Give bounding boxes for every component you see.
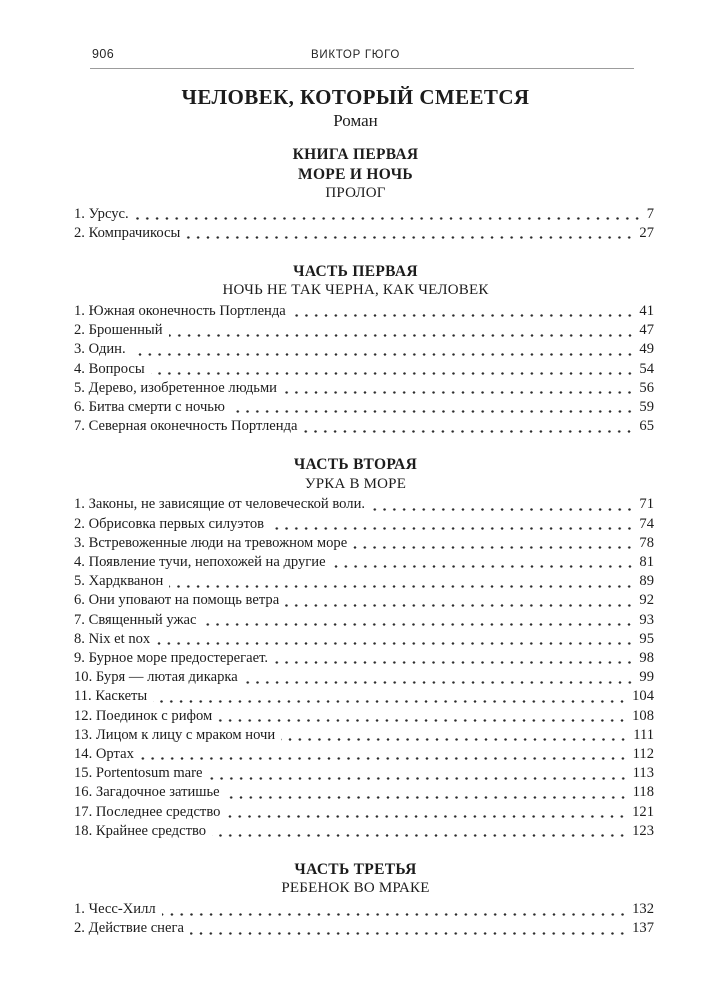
toc-entry <box>0 495 711 514</box>
dot-leader <box>169 321 636 340</box>
toc-entry <box>0 398 711 417</box>
dot-leader <box>283 379 635 398</box>
toc-entry <box>0 572 711 591</box>
toc-entry <box>0 687 711 706</box>
book-heading-line1: КНИГА ПЕРВАЯ <box>292 146 419 163</box>
toc-entries <box>0 205 711 243</box>
toc-entry-label: 8. Nix et nox <box>74 630 151 647</box>
toc-section-part-one <box>0 262 711 436</box>
toc-entry-label: 1. Чесс-Хилл <box>74 900 156 917</box>
dot-leader <box>162 900 628 919</box>
running-header <box>90 47 634 69</box>
section-heading: ЧАСТЬ ВТОРАЯ <box>293 456 418 474</box>
toc-entry <box>0 417 711 436</box>
toc-entry <box>0 224 711 243</box>
running-head-author: ВИКТОР ГЮГО <box>310 49 401 61</box>
dot-leader <box>202 611 635 630</box>
dot-leader <box>135 205 643 224</box>
toc-entry <box>0 668 711 687</box>
toc-entry <box>0 321 711 340</box>
section-subheading: УРКА В МОРЕ <box>304 475 407 492</box>
toc-entry-label: 6. Битва смерти с ночью <box>74 398 225 415</box>
section-subheading: НОЧЬ НЕ ТАК ЧЕРНА, КАК ЧЕЛОВЕК <box>222 282 489 299</box>
dot-leader <box>218 707 628 726</box>
toc-entry-label: 5. Дерево, изобретенное людьми <box>74 379 277 396</box>
toc-entry-label: 7. Северная оконечность Портленда <box>74 418 298 435</box>
toc-entry-page: 49 <box>639 341 654 358</box>
toc-entry-label: 11. Каскеты <box>74 688 148 705</box>
dot-leader <box>274 649 635 668</box>
toc-entry <box>0 783 711 802</box>
toc-entry <box>0 302 711 321</box>
toc-entry-label: 2. Обрисовка первых силуэтов <box>74 515 265 532</box>
dot-leader <box>303 417 635 436</box>
toc-entry-page: 104 <box>632 688 654 705</box>
toc-entry-page: 108 <box>632 707 654 724</box>
dot-leader <box>190 919 628 938</box>
dot-leader <box>281 726 629 745</box>
toc-entry-page: 98 <box>639 649 654 666</box>
toc-entry-label: 9. Бурное море предостерегает. <box>74 649 269 666</box>
toc-entry-label: 3. Встревоженные люди на тревожном море <box>74 534 348 551</box>
dot-leader <box>209 764 629 783</box>
toc-entry-page: 71 <box>639 496 654 513</box>
section-subheading: РЕБЕНОК ВО МРАКЕ <box>281 880 430 897</box>
toc-entry-page: 59 <box>639 398 654 415</box>
folio-page-number: 906 <box>92 47 115 61</box>
toc-entry-label: 10. Буря — лютая дикарка <box>74 669 238 686</box>
toc-entry-page: 54 <box>639 360 654 377</box>
toc-entry-label: 6. Они уповают на помощь ветра <box>74 592 280 609</box>
dot-leader <box>244 668 636 687</box>
toc-entry-page: 99 <box>639 669 654 686</box>
toc-entry-label: 7. Священный ужас <box>74 611 197 628</box>
toc-entry-label: 2. Действие снега <box>74 920 184 937</box>
toc-entries <box>0 495 711 841</box>
toc-entry <box>0 803 711 822</box>
toc-entry <box>0 726 711 745</box>
dot-leader <box>226 783 629 802</box>
dot-leader <box>270 515 635 534</box>
dot-leader <box>153 687 628 706</box>
toc-entry-page: 111 <box>633 726 654 743</box>
toc-entry-page: 121 <box>632 803 654 820</box>
toc-entry <box>0 205 711 224</box>
dot-leader <box>186 224 635 243</box>
toc-entry-label: 5. Хардкванон <box>74 573 164 590</box>
toc-entry <box>0 340 711 359</box>
toc-entry <box>0 900 711 919</box>
toc-entry-page: 113 <box>632 765 654 782</box>
dot-leader <box>140 745 629 764</box>
dot-leader <box>231 398 636 417</box>
dot-leader <box>332 553 636 572</box>
book-heading-line2: МОРЕ И НОЧЬ <box>298 165 413 183</box>
book-subtitle: Роман <box>333 111 378 130</box>
dot-leader <box>132 340 636 359</box>
toc-entry-label: 1. Законы, не зависящие от человеческой воли. <box>74 496 366 513</box>
toc-entry-label: 3. Один. <box>74 341 126 358</box>
toc-entry-label: 15. Portentosum mare <box>74 765 203 782</box>
toc-entry <box>0 822 711 841</box>
toc-entries <box>0 302 711 436</box>
toc-entry-page: 93 <box>639 611 654 628</box>
book-heading <box>0 145 711 184</box>
toc-entry-label: 2. Брошенный <box>74 322 163 339</box>
toc-entry-page: 92 <box>639 592 654 609</box>
toc-entry-page: 74 <box>639 515 654 532</box>
section-heading: ЧАСТЬ ПЕРВАЯ <box>293 262 418 280</box>
dot-leader <box>226 803 628 822</box>
toc-entry-label: 18. Крайнее средство <box>74 822 207 839</box>
toc-entry <box>0 591 711 610</box>
toc-entry-page: 118 <box>632 784 654 801</box>
dot-leader <box>292 302 636 321</box>
toc-entry-page: 95 <box>639 630 654 647</box>
toc-entry-page: 56 <box>639 379 654 396</box>
toc-entry-page: 81 <box>639 553 654 570</box>
toc-section-prologue <box>0 184 711 243</box>
toc-entry-page: 65 <box>639 418 654 435</box>
toc-entry-label: 13. Лицом к лицу с мраком ночи <box>74 726 276 743</box>
section-heading: ЧАСТЬ ТРЕТЬЯ <box>294 860 417 878</box>
toc-entry-page: 132 <box>632 900 654 917</box>
toc-entry-page: 47 <box>639 322 654 339</box>
toc-section-part-three <box>0 860 711 938</box>
toc-entry-page: 78 <box>639 534 654 551</box>
toc-entry-page: 123 <box>632 822 654 839</box>
toc-entry-page: 112 <box>632 745 654 762</box>
toc-entry <box>0 611 711 630</box>
toc-entry <box>0 515 711 534</box>
toc-entry-label: 4. Появление тучи, непохожей на другие <box>74 553 326 570</box>
toc-section-part-two <box>0 455 711 841</box>
toc-entries <box>0 900 711 938</box>
toc-entry <box>0 630 711 649</box>
toc-entry <box>0 553 711 572</box>
toc-entry-page: 89 <box>639 573 654 590</box>
section-heading: ПРОЛОГ <box>325 185 386 201</box>
toc-entry-page: 27 <box>639 224 654 241</box>
toc-entry <box>0 534 711 553</box>
toc-entry-label: 4. Вопросы <box>74 360 145 377</box>
dot-leader <box>169 572 635 591</box>
dot-leader <box>353 534 635 553</box>
toc-entry-label: 16. Загадочное затишье <box>74 784 220 801</box>
toc-entry <box>0 649 711 668</box>
book-title: ЧЕЛОВЕК, КОТОРЫЙ СМЕЕТСЯ <box>181 85 530 109</box>
table-of-contents <box>0 184 711 938</box>
dot-leader <box>371 495 635 514</box>
dot-leader <box>285 591 635 610</box>
toc-entry-page: 137 <box>632 920 654 937</box>
toc-entry <box>0 745 711 764</box>
toc-entry-label: 2. Компрачикосы <box>74 224 181 241</box>
dot-leader <box>212 822 628 841</box>
toc-entry <box>0 707 711 726</box>
toc-entry-label: 1. Урсус. <box>74 205 129 222</box>
toc-entry-label: 17. Последнее средство <box>74 803 221 820</box>
toc-entry-page: 41 <box>639 302 654 319</box>
toc-entry <box>0 764 711 783</box>
toc-entry-label: 14. Ортах <box>74 745 134 762</box>
dot-leader <box>156 630 635 649</box>
toc-entry-label: 1. Южная оконечность Портленда <box>74 302 286 319</box>
toc-entry <box>0 379 711 398</box>
toc-entry <box>0 919 711 938</box>
dot-leader <box>151 360 636 379</box>
toc-entry-page: 7 <box>646 205 654 222</box>
toc-entry <box>0 360 711 379</box>
toc-entry-label: 12. Поединок с рифом <box>74 707 213 724</box>
